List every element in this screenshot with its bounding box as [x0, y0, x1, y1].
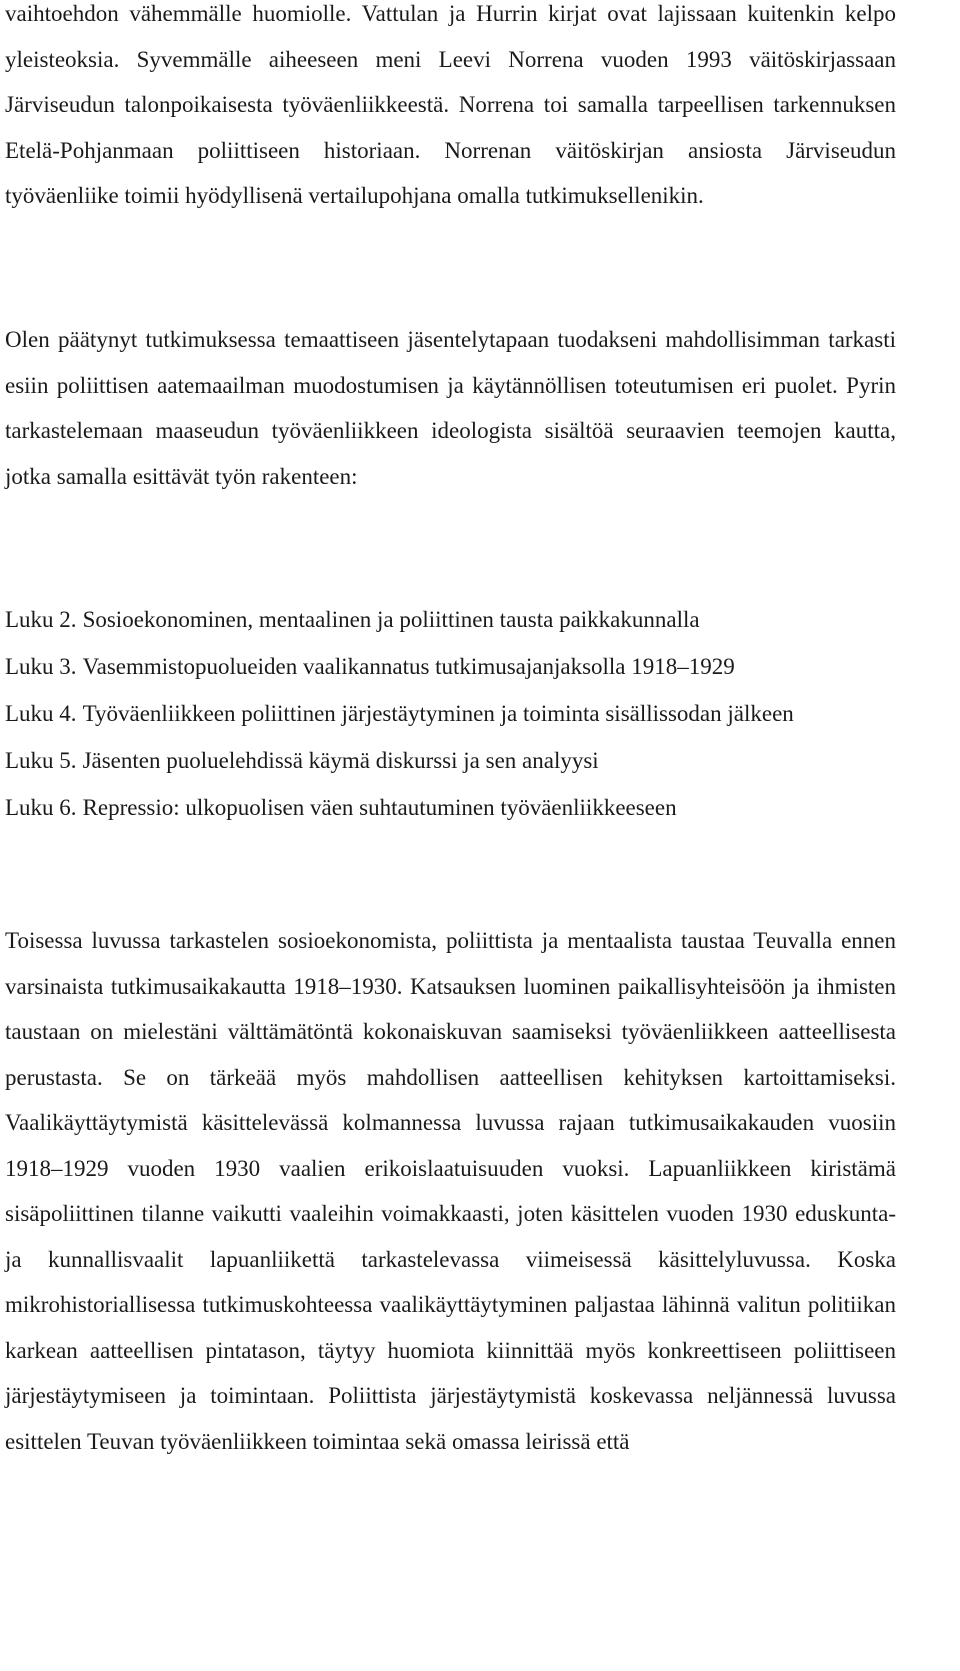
chapter-item: [5, 690, 896, 737]
chapter-list: [5, 596, 896, 831]
chapter-item: [5, 596, 896, 643]
paragraph-literature-review: [5, 0, 896, 219]
paragraph-structure-intro: [5, 317, 896, 499]
chapter-title: Työväenliikkeen poliittinen järjestäytyminen ja toiminta sisällissodan jälkeen: [82, 701, 794, 726]
chapter-item: [5, 737, 896, 784]
chapter-title: Repressio: ulkopuolisen väen suhtautuminen työväenliikkeeseen: [82, 795, 677, 820]
chapter-number: Luku 5.: [5, 748, 77, 773]
paragraph-text: vaihtoehdon vähemmälle huomiolle. Vattulan ja Hurrin kirjat ovat lajissaan kuitenkin kelpo yleisteoksia. Syvemmälle aiheeseen meni Leevi Norrena vuoden 1993 väitöskirjassaan Järviseudun talonpoikaisesta työväenliikkeestä. Norrena toi samalla tarpeellisen tarkennuksen Etelä-Pohjanmaan poliittiseen historiaan. Norrenan väitöskirjan ansiosta Järviseudun työväenliike toimii hyödyllisenä vertailupohjana omalla tutkimuksellenikin.: [5, 1, 896, 208]
paragraph-text: Olen päätynyt tutkimuksessa temaattiseen jäsentelytapaan tuodakseni mahdollisimman tarkasti esiin poliittisen aatemaailman muodostumisen ja käytännöllisen toteutumisen eri puolet. Pyrin tarkastelemaan maaseudun työväenliikkeen ideologista sisältöä seuraavien teemojen kautta, jotka samalla esittävät työn rakenteen:: [5, 327, 896, 489]
chapter-number: Luku 2.: [5, 607, 77, 632]
paragraph-chapter-descriptions: [5, 918, 896, 1464]
chapter-title: Sosioekonominen, mentaalinen ja poliittinen tausta paikkakunnalla: [82, 607, 700, 632]
chapter-number: Luku 6.: [5, 795, 77, 820]
chapter-number: Luku 4.: [5, 701, 77, 726]
chapter-title: Jäsenten puoluelehdissä käymä diskurssi ja sen analyysi: [82, 748, 599, 773]
chapter-title: Vasemmistopuolueiden vaalikannatus tutkimusajanjaksolla 1918–1929: [82, 654, 735, 679]
paragraph-text: Toisessa luvussa tarkastelen sosioekonomista, poliittista ja mentaalista taustaa Teuvalla ennen varsinaista tutkimusaikakautta 1918–1930. Katsauksen luominen paikallisyhteisöön ja ihmisten taustaan on mielestäni välttämätöntä kokonaiskuvan saamiseksi työväenliikkeen aatteellisesta perustasta. Se on tärkeää myös mahdollisen aatteellisen kehityksen kartoittamiseksi. Vaalikäyttäytymistä käsittelevässä kolmannessa luvussa rajaan tutkimusaikakauden vuosiin 1918–1929 vuoden 1930 vaalien erikoislaatuisuuden vuoksi. Lapuanliikkeen kiristämä sisäpoliittinen tilanne vaikutti vaaleihin voimakkaasti, joten käsittelen vuoden 1930 eduskunta- ja kunnallisvaalit lapuanliikettä tarkastelevassa viimeisessä käsittelyluvussa. Koska mikrohistoriallisessa tutkimuskohteessa vaalikäyttäytyminen paljastaa lähinnä valitun politiikan karkean aatteellisen pintatason, täytyy huomiota kiinnittää myös konkreettiseen poliittiseen järjestäytymiseen ja toimintaan. Poliittista järjestäytymistä koskevassa neljännessä luvussa esittelen Teuvan työväenliikkeen toimintaa sekä omassa leirissä että: [5, 928, 896, 1454]
chapter-number: Luku 3.: [5, 654, 77, 679]
chapter-item: [5, 643, 896, 690]
chapter-item: [5, 784, 896, 831]
